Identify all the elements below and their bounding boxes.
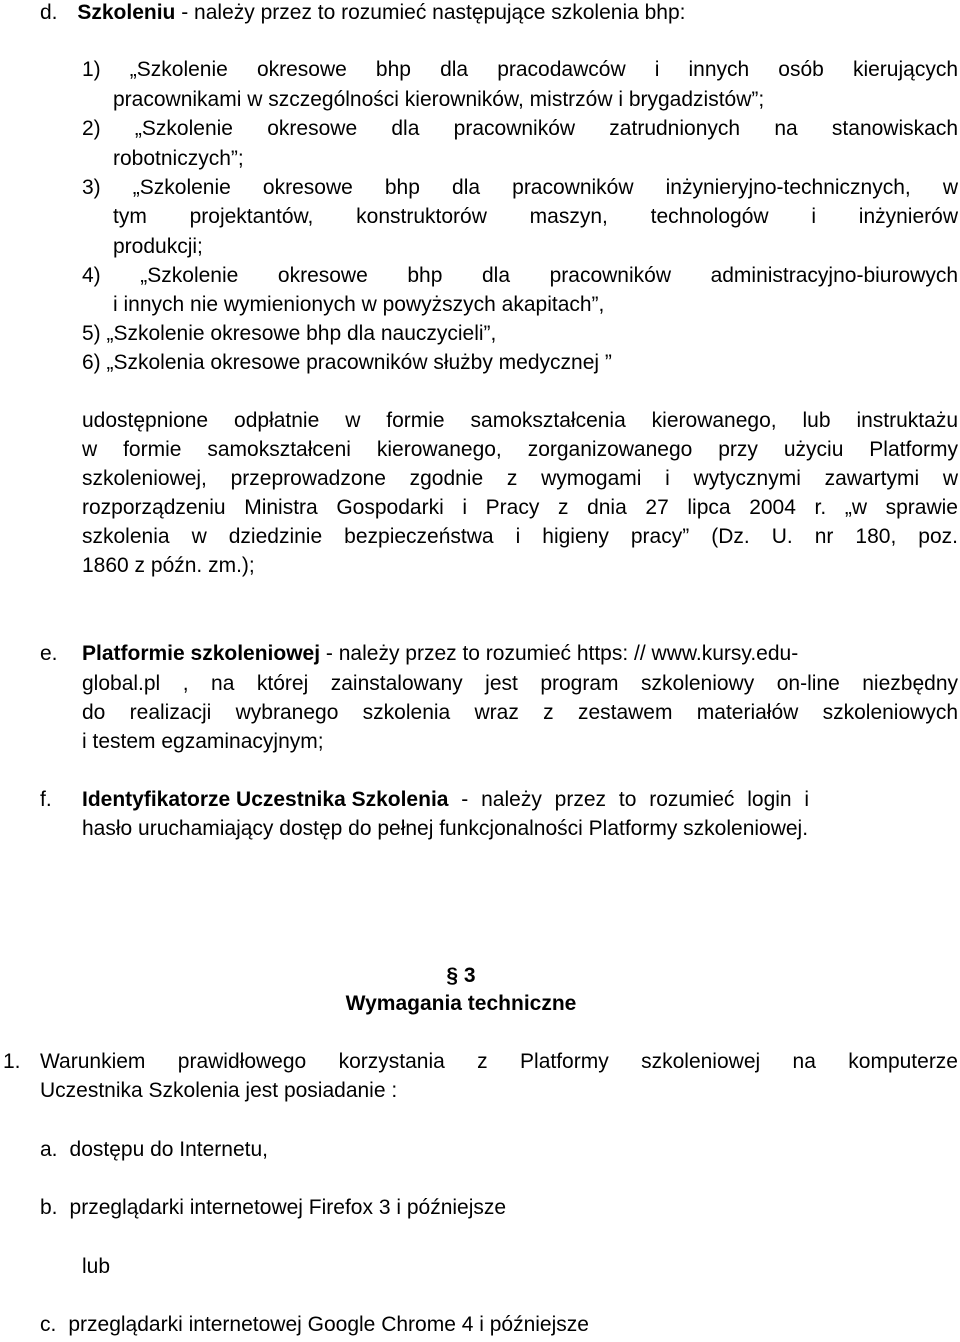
section-d-term: Szkoleniu — [77, 1, 176, 24]
section-d-intro: - należy przez to rozumieć następujące szkolenia bhp: — [175, 1, 686, 24]
section-e-term: Platformie szkoleniowej — [82, 642, 321, 665]
section-f-term: Identyfikatorze Uczestnika Szkolenia — [82, 788, 449, 811]
paragraph-line: szkoleniowej, przeprowadzone zgodnie z wymogami i wytycznymi zawartymi w — [82, 467, 958, 490]
chapter-number: § 3 — [446, 964, 476, 987]
list-item: 3) „Szkolenie okresowe bhp dla pracowników inżynieryjno-technicznych, w — [82, 176, 958, 199]
paragraph-line: rozporządzeniu Ministra Gospodarki i Pracy z dnia 27 lipca 2004 r. „w sprawie — [82, 496, 958, 519]
requirements-marker: 1. — [3, 1050, 21, 1073]
list-item: produkcji; — [113, 235, 203, 258]
section-e-line: i testem egzaminacyjnym; — [82, 730, 324, 753]
list-item: pracownikami w szczególności kierowników, mistrzów i brygadzistów”; — [113, 88, 765, 111]
list-item: 1) „Szkolenie okresowe bhp dla pracodawców i innych osób kierujących — [82, 58, 958, 81]
paragraph-line: udostępnione odpłatnie w formie samokształcenia kierowanego, lub instruktażu — [82, 409, 958, 432]
list-item: 6) „Szkolenia okresowe pracowników służby medycznej ” — [82, 351, 612, 374]
requirement-or: lub — [82, 1255, 111, 1278]
list-item: 2) „Szkolenie okresowe dla pracowników zatrudnionych na stanowiskach — [82, 117, 958, 140]
paragraph-line: w formie samokształceni kierowanego, zorganizowanego przy użyciu Platformy — [82, 438, 958, 461]
list-item: tym projektantów, konstruktorów maszyn, technologów i inżynierów — [113, 205, 958, 228]
paragraph-line: szkolenia w dziedzinie bezpieczeństwa i higieny pracy” (Dz. U. nr 180, poz. — [82, 525, 958, 548]
section-e-heading — [82, 643, 798, 664]
list-item: 5) „Szkolenie okresowe bhp dla nauczycieli”, — [82, 322, 497, 345]
section-e-line: global.pl , na której zainstalowany jest program szkoleniowy on-line niezbędny — [82, 672, 958, 695]
requirements-line: Warunkiem prawidłowego korzystania z Platformy szkoleniowej na komputerze — [40, 1050, 958, 1073]
section-e-marker: e. — [40, 642, 58, 665]
paragraph-line: 1860 z późn. zm.); — [82, 554, 255, 577]
list-item: i innych nie wymienionych w powyższych akapitach”, — [113, 293, 605, 316]
list-item: 4) „Szkolenie okresowe bhp dla pracowników administracyjno-biurowych — [82, 264, 958, 287]
section-f-heading — [82, 789, 958, 810]
requirements-line: Uczestnika Szkolenia jest posiadanie : — [40, 1079, 398, 1102]
chapter-title: Wymagania techniczne — [345, 992, 577, 1015]
section-e-rest: - należy przez to rozumieć https: // www.kursy.edu- — [320, 642, 799, 665]
section-f-marker: f. — [40, 788, 52, 811]
section-d-heading — [40, 2, 686, 23]
section-f-rest: - należy przez to rozumieć login i — [448, 788, 810, 811]
requirement-item-c: c. przeglądarki internetowej Google Chrome 4 i późniejsze — [40, 1313, 589, 1336]
list-item: robotniczych”; — [113, 147, 244, 170]
section-d-marker: d. — [40, 1, 58, 24]
requirement-item-a: a. dostępu do Internetu, — [40, 1138, 269, 1161]
section-e-line: do realizacji wybranego szkolenia wraz z zestawem materiałów szkoleniowych — [82, 701, 958, 724]
requirement-item-b: b. przeglądarki internetowej Firefox 3 i późniejsze — [40, 1196, 507, 1219]
section-f-line: hasło uruchamiający dostęp do pełnej funkcjonalności Platformy szkoleniowej. — [82, 817, 809, 840]
